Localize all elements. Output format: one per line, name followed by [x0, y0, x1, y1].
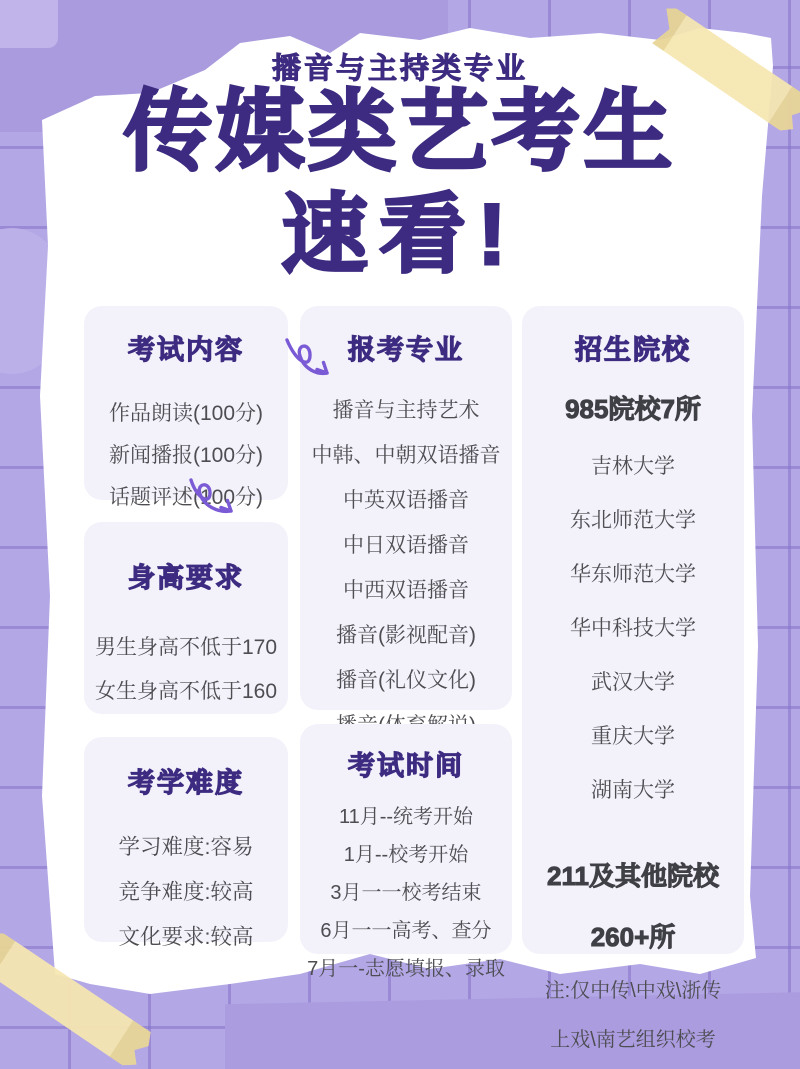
panel-exam-content [84, 306, 288, 509]
list-item: 播音与主持艺术 [332, 399, 480, 422]
list-item: 播音(礼仪文化) [336, 669, 476, 692]
difficulty-list [119, 816, 254, 951]
list-item: 6月一一高考、查分 [320, 920, 492, 942]
panel-title: 考试时间 [348, 751, 464, 781]
schools-note-line2: 上戏\南艺组织校考 [550, 1029, 716, 1051]
list-item: 华东师范大学 [570, 563, 696, 586]
schools-211-heading: 211及其他院校 [547, 861, 719, 891]
schedule-list [307, 791, 505, 981]
list-item: 中英双语播音 [343, 489, 469, 512]
list-item: 女生身高不低于160 [94, 680, 278, 703]
list-item: 文化要求:较高 [118, 925, 254, 949]
panel-title: 考学难度 [128, 768, 244, 798]
schools-985-heading: 985院校7所 [565, 394, 701, 424]
list-item: 3月一一校考结束 [330, 882, 482, 904]
majors-list [312, 379, 501, 739]
list-item: 新闻播报(100分) [108, 444, 264, 467]
schools-note-line1: 注:仅中传\中戏\浙传 [544, 980, 722, 1002]
list-item: 学习难度:容易 [118, 835, 254, 859]
list-item: 吉林大学 [591, 455, 675, 478]
list-item: 东北师范大学 [570, 509, 696, 532]
curved-arrow-icon [182, 476, 242, 526]
list-item: 中日双语播音 [343, 534, 469, 557]
height-requirement-list [95, 617, 277, 705]
list-item: 中韩、中朝双语播音 [311, 444, 501, 467]
panel-title: 报考专业 [348, 335, 464, 365]
list-item: 话题评述(100分) [108, 486, 264, 509]
list-item: 武汉大学 [591, 671, 675, 694]
list-item: 播音(影视配音) [336, 624, 476, 647]
list-item: 11月--统考开始 [338, 806, 474, 828]
panel-title: 招生院校 [575, 335, 691, 365]
list-item: 重庆大学 [591, 725, 675, 748]
panel-title: 身高要求 [128, 563, 244, 593]
list-item: 男生身高不低于170 [94, 636, 278, 659]
panel-schedule [300, 724, 512, 980]
curved-arrow-icon [280, 336, 338, 390]
list-item: 竞争难度:较高 [118, 880, 254, 904]
list-item: 1月--校考开始 [343, 844, 469, 866]
schools-985-list [570, 426, 696, 804]
main-title-line1: 传媒类艺考生 [123, 82, 676, 181]
panel-height-requirement [84, 522, 288, 714]
main-title-line2: 速看! [281, 187, 519, 283]
panel-difficulty [84, 737, 288, 949]
list-item: 中西双语播音 [343, 579, 469, 602]
list-item: 华中科技大学 [570, 617, 696, 640]
list-item: 作品朗读(100分) [108, 402, 264, 425]
list-item: 湖南大学 [591, 779, 675, 802]
panel-title: 考试内容 [128, 335, 244, 365]
panel-schools [522, 306, 744, 1051]
list-item: 7月一-志愿填报、录取 [307, 958, 505, 980]
eyebrow-title: 播音与主持类专业 [271, 53, 528, 85]
schools-211-count: 260+所 [590, 922, 676, 952]
background-grid-cell [0, 0, 58, 48]
